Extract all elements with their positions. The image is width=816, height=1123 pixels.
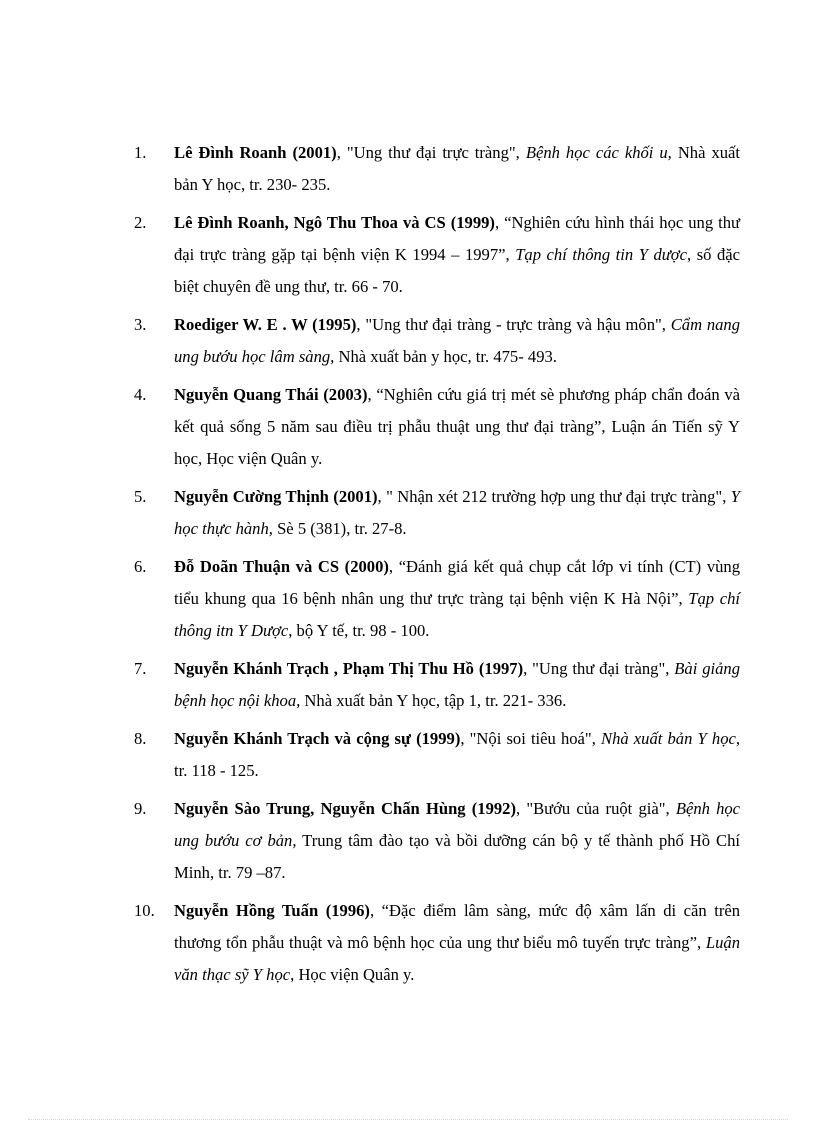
reference-item xyxy=(134,207,740,303)
reference-number: 10. xyxy=(134,901,155,920)
reference-authors: Đỗ Doãn Thuận và CS (2000) xyxy=(174,557,389,576)
reference-details: Nhà xuất bản Y học, tập 1, tr. 221- 336. xyxy=(300,691,567,710)
reference-source: Tạp chí thông itn Y Dược xyxy=(174,589,741,640)
reference-source: Cẩm nang ung bướu học lâm sàng, xyxy=(174,315,741,366)
reference-text: Nguyễn Cường Thịnh (2001), " Nhận xét 212 trường hợp ung thư đại trực tràng", Y học thực hành, Sè 5 (381), tr. 27-8. xyxy=(174,487,740,538)
reference-source: Nhà xuất bản Y học xyxy=(601,729,736,748)
reference-list xyxy=(134,137,740,991)
reference-number: 6. xyxy=(134,557,147,576)
reference-number: 8. xyxy=(134,729,147,748)
reference-details: Trung tâm đào tạo và bồi dưỡng cán bộ y tế thành phố Hồ Chí Minh, tr. 79 –87. xyxy=(174,831,740,882)
reference-item xyxy=(134,379,740,475)
reference-title: "Ung thư đại tràng - trực tràng và hậu môn" xyxy=(365,315,662,334)
reference-authors: Nguyễn Cường Thịnh (2001) xyxy=(174,487,378,506)
reference-details: , bộ Y tế, tr. 98 - 100. xyxy=(288,621,430,640)
reference-source: Tạp chí thông tin Y dược xyxy=(515,245,688,264)
reference-title: "Ung thư đại tràng" xyxy=(532,659,666,678)
reference-number: 7. xyxy=(134,659,147,678)
reference-item xyxy=(134,793,740,889)
reference-authors: Roediger W. E . W (1995) xyxy=(174,315,357,334)
reference-title: “Nghiên cứu giá trị mét sè phương pháp chẩn đoán và kết quả sống 5 năm sau điều trị phẫu thuật ung thư đại tràng” xyxy=(174,385,740,436)
reference-source: Luận văn thạc sỹ Y học xyxy=(174,933,741,984)
reference-source: Bệnh học ung bướu cơ bản, xyxy=(174,799,741,850)
reference-title: "Nội soi tiêu hoá" xyxy=(469,729,592,748)
reference-title: " Nhận xét 212 trường hợp ung thư đại trực tràng" xyxy=(386,487,723,506)
reference-item xyxy=(134,551,740,647)
reference-details: Nhà xuất bản Y học, tr. 230- 235. xyxy=(174,143,741,194)
reference-text: Nguyễn Hồng Tuấn (1996), “Đặc điểm lâm sàng, mức độ xâm lấn di căn trên thương tổn phẫu thuật và mô bệnh học của ung thư biểu mô tuyến trực tràng”, Luận văn thạc sỹ Y học, Học viện Quân y. xyxy=(174,901,741,984)
reference-text: Roediger W. E . W (1995), "Ung thư đại tràng - trực tràng và hậu môn", Cẩm nang ung bướu học lâm sàng, Nhà xuất bản y học, tr. 475- 493. xyxy=(174,315,741,366)
reference-details: , Học viện Quân y. xyxy=(290,965,415,984)
reference-details: , tr. 118 - 125. xyxy=(174,729,741,780)
reference-title: “Đặc điểm lâm sàng, mức độ xâm lấn di căn trên thương tổn phẫu thuật và mô bệnh học của ung thư biểu mô tuyến trực tràng xyxy=(174,901,741,952)
page-bottom-divider xyxy=(28,1119,788,1120)
reference-source: Y học thực hành, xyxy=(174,487,740,538)
reference-text: Nguyễn Sào Trung, Nguyễn Chấn Hùng (1992), "Bướu của ruột già", Bệnh học ung bướu cơ bản, Trung tâm đào tạo và bồi dưỡng cán bộ y tế thành phố Hồ Chí Minh, tr. 79 –87. xyxy=(174,799,741,882)
reference-details: Nhà xuất bản y học, tr. 475- 493. xyxy=(334,347,557,366)
reference-number: 5. xyxy=(134,487,147,506)
reference-title: "Ung thư đại trực tràng" xyxy=(346,143,516,162)
reference-title: “Đánh giá kết quả chụp cắt lớp vi tính (CT) vùng tiểu khung qua 16 bệnh nhân ung thư trực tràng tại bệnh viện K Hà Nội” xyxy=(174,557,741,608)
reference-title: "Bướu của ruột già" xyxy=(526,799,666,818)
reference-number: 9. xyxy=(134,799,147,818)
reference-text: Lê Đình Roanh (2001), "Ung thư đại trực tràng", Bệnh học các khối u, Nhà xuất bản Y học, tr. 230- 235. xyxy=(174,143,741,194)
reference-source: Bệnh học các khối u, xyxy=(525,143,672,162)
reference-number: 1. xyxy=(134,143,147,162)
reference-number: 4. xyxy=(134,385,147,404)
reference-authors: Nguyễn Khánh Trạch và cộng sự (1999) xyxy=(174,729,461,748)
reference-text: Nguyễn Khánh Trạch và cộng sự (1999), "Nội soi tiêu hoá", Nhà xuất bản Y học, tr. 118 - 125. xyxy=(174,729,741,780)
reference-item xyxy=(134,723,740,787)
reference-source: Bài giảng bệnh học nội khoa, xyxy=(174,659,740,710)
reference-details: Luận án Tiến sỹ Y học, Học viện Quân y. xyxy=(174,417,741,468)
reference-authors: Nguyễn Khánh Trạch , Phạm Thị Thu Hồ (1997) xyxy=(174,659,524,678)
reference-authors: Nguyễn Hồng Tuấn (1996) xyxy=(174,901,370,920)
reference-details: , số đặc biệt chuyên đề ung thư, tr. 66 - 70. xyxy=(174,245,741,296)
reference-number: 2. xyxy=(134,213,147,232)
reference-text: Đỗ Doãn Thuận và CS (2000), “Đánh giá kết quả chụp cắt lớp vi tính (CT) vùng tiểu khung qua 16 bệnh nhân ung thư trực tràng tại bệnh viện K Hà Nội”, Tạp chí thông itn Y Dược, bộ Y tế, tr. 98 - 100. xyxy=(174,557,741,640)
reference-text: Lê Đình Roanh, Ngô Thu Thoa và CS (1999), “Nghiên cứu hình thái học ung thư đại trực tràng gặp tại bệnh viện K 1994 – 1997”, Tạp chí thông tin Y dược, số đặc biệt chuyên đề ung thư, tr. 66 - 70. xyxy=(174,213,741,296)
reference-item xyxy=(134,481,740,545)
reference-authors: Nguyễn Quang Thái (2003) xyxy=(174,385,368,404)
reference-details: Sè 5 (381), tr. 27-8. xyxy=(272,519,407,538)
reference-text: Nguyễn Quang Thái (2003), “Nghiên cứu giá trị mét sè phương pháp chẩn đoán và kết quả sống 5 năm sau điều trị phẫu thuật ung thư đại tràng”, Luận án Tiến sỹ Y học, Học viện Quân y. xyxy=(174,385,741,468)
reference-title: “Nghiên cứu hình thái học ung thư đại trực tràng gặp tại bệnh viện K 1994 – 1997” xyxy=(174,213,741,264)
reference-item xyxy=(134,309,740,373)
reference-text: Nguyễn Khánh Trạch , Phạm Thị Thu Hồ (1997), "Ung thư đại tràng", Bài giảng bệnh học nội khoa, Nhà xuất bản Y học, tập 1, tr. 221- 336. xyxy=(174,659,740,710)
reference-authors: Nguyễn Sào Trung, Nguyễn Chấn Hùng (1992) xyxy=(174,799,516,818)
reference-authors: Lê Đình Roanh, Ngô Thu Thoa và CS (1999) xyxy=(174,213,495,232)
reference-authors: Lê Đình Roanh (2001) xyxy=(174,143,337,162)
reference-number: 3. xyxy=(134,315,147,334)
reference-item xyxy=(134,653,740,717)
reference-item xyxy=(134,137,740,201)
reference-item xyxy=(134,895,740,991)
